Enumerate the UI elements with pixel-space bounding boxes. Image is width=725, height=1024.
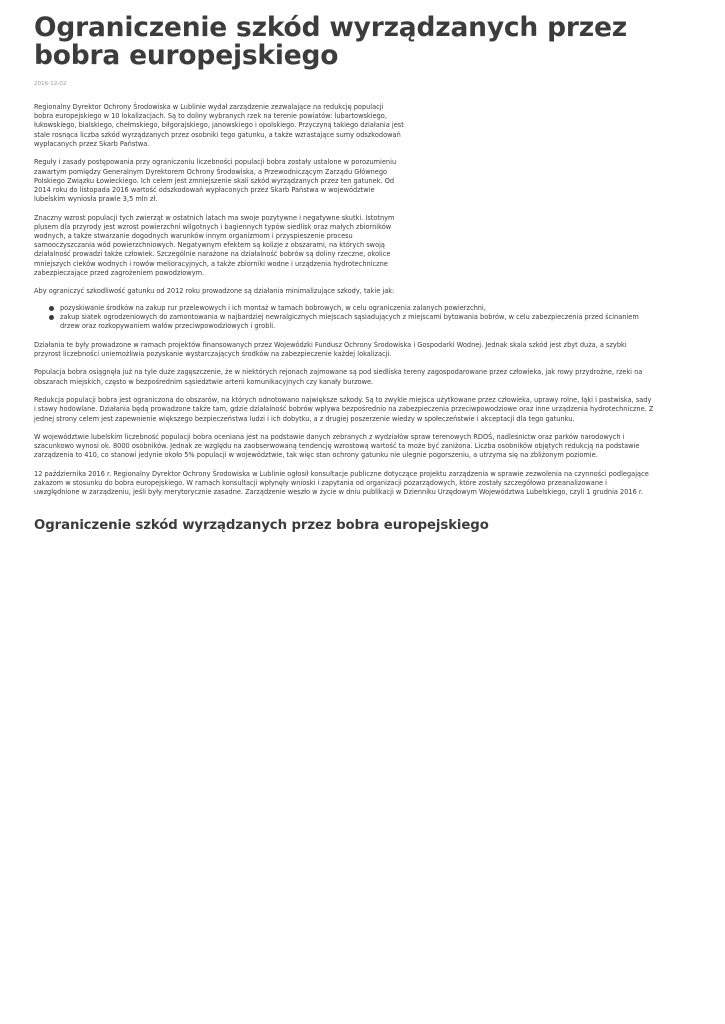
paragraph: Reguły i zasady postępowania przy ograniczaniu liczebności populacji bobra zostały ustalone w porozumieniu zawartym pomiędzy Generalnym Dyrektorem Ochrony Środowiska, a Przewodniczącym Zarządu Głównego Polskiego Związku Łowieckiego. Ich celem jest zmniejszenie skali szkód wyrządzanych przez ten gatunek. Od 2014 roku do listopada 2016 wartość odszkodowań wypłaconych przez Skarb Państwa w województwie lubelskim wyniosła prawie 3,5 mln zł. — [34, 158, 397, 204]
list-item-text: pozyskiwanie środków na zakup rur przelewowych i ich montaż w tamach bobrowych, w celu ograniczenia zalanych powierzchni, — [60, 303, 486, 312]
list-item-text: zakup siatek ogrodzeniowych do zamontowania w najbardziej newralgicznych miejscach sąsiadujących z miejscami bytowania bobrów, w celu zabezpieczenia przed ścinaniem drzew oraz rozkopywaniem wałów przeciwpowodziowych i grobli. — [60, 313, 639, 331]
paragraph: Populacja bobra osiągnęła już na tyle duże zagęszczenie, że w niektórych rejonach zajmowane są pod siedliska tereny zagospodarowane przez człowieka, jak rowy przydrożne, rzeki na obszarach miejskich, często w bezpośrednim sąsiedztwie arterii komunikacyjnych czy kanały burzowe. — [34, 368, 643, 386]
article-date: 2016-12-02 — [34, 81, 67, 87]
list-item — [60, 313, 655, 331]
bullet-list — [34, 304, 655, 332]
paragraph: W województwie lubelskim liczebność populacji bobra oceniana jest na podstawie danych zebranych z wydziałów spraw terenowych RDOŚ, nadleśnictw oraz parków narodowych i szacunkowo wynosi ok. 8000 osobników. Jednak ze względu na zaobserwowaną tendencję wzrostową wartość ta może być zaniżona. Liczba osobników objętych redukcją na podstawie zarządzenia to 410, co stanowi jedynie około 5% populacji w województwie, tak więc stan ochrony gatunku nie ulegnie pogorszeniu, a utrzyma się na zbliżonym poziomie. — [34, 433, 640, 460]
paragraph: Działania te były prowadzone w ramach projektów finansowanych przez Wojewódzki Fundusz Ochrony Środowiska i Gospodarki Wodnej. Jednak skala szkód jest zbyt duża, a szybki przyrost liczebności uniemożliwia pozyskanie wystarczających środków na zabezpieczenie każdej lokalizacji. — [34, 340, 627, 358]
bullet-icon — [49, 306, 54, 311]
article-body — [34, 103, 691, 498]
paragraph: Redukcja populacji bobra jest ograniczona do obszarów, na których odnotowano największe szkody. Są to zwykle miejsca użytkowane przez człowieka, uprawy rolne, łąki i pastwiska, sady i stawy hodowlane. Działania będą prowadzone także tam, gdzie działalność bobrów wpływa bezpośrednio na zabezpieczenia przeciwpowodziowe oraz inne urządzenia hydrotechniczne. Z jednej strony celem jest zapewnienie większego bezpieczeństwa ludzi i ich dobytku, a z drugiej poszerzenie wiedzy w społeczeństwie i akceptacji dla tego gatunku. — [34, 396, 654, 423]
paragraph: Regionalny Dyrektor Ochrony Środowiska w Lublinie wydał zarządzenie zezwalające na redukcję populacji bobra europejskiego w 10 lokalizacjach. Są to doliny wybranych rzek na terenie powiatów: lubartowskiego, łukowskiego, bialskiego, chełmskiego, biłgorajskiego, janowskiego i opolskiego. Przyczyną takiego działania jest stale rosnąca liczba szkód wyrządzanych przez osobniki tego gatunku, a także wzrastające sumy odszkodowań wypłacanych przez Skarb Państwa. — [34, 103, 404, 148]
paragraph: 12 października 2016 r. Regionalny Dyrektor Ochrony Środowiska w Lublinie ogłosił konsultacje publiczne dotyczące projektu zarządzenia w sprawie zezwolenia na czynności podlegające zakazom w stosunku do bobra europejskiego. W ramach konsultacji wpłynęły wnioski i zapytania od organizacji pozarządowych, które zostały szczegółowo przeanalizowane i uwzględnione w zarządzeniu, jeśli były merytorycznie zasadne. Zarządzenie weszło w życie w dniu publikacji w Dzienniku Urzędowym Województwa Lubelskiego, czyli 1 grudnia 2016 r. — [34, 469, 649, 497]
paragraph: Znaczny wzrost populacji tych zwierząt w ostatnich latach ma swoje pozytywne i negatywne skutki. Istotnym plusem dla przyrody jest wzrost powierzchni wilgotnych i bagiennych typów siedlisk oraz małych zbiorników wodnych, a także stwarzanie dogodnych warunków innym organizmom i przyspieszenie procesu samooczyszczania wód powierzchniowych. Negatywnym efektem są kolizje z obszarami, na których swoją działalność prowadzi także człowiek. Szczególnie narażone na działalność bobrów są doliny rzeczne, okolice mniejszych cieków wodnych i rowów melioracyjnych, a także zbiorniki wodne i urządzenia hydrotechniczne zabezpieczające przed zagrożeniem powodziowym. — [34, 213, 395, 277]
list-item — [60, 304, 655, 313]
paragraph: Aby ograniczyć szkodliwość gatunku od 2012 roku prowadzone są działania minimalizujące szkody, takie jak: — [34, 287, 395, 296]
section-heading: Ograniczenie szkód wyrządzanych przez bobra europejskiego — [34, 517, 489, 533]
bullet-icon — [49, 315, 54, 320]
article-title: Ograniczenie szkód wyrządzanych przez bobra europejskiego — [34, 12, 627, 71]
